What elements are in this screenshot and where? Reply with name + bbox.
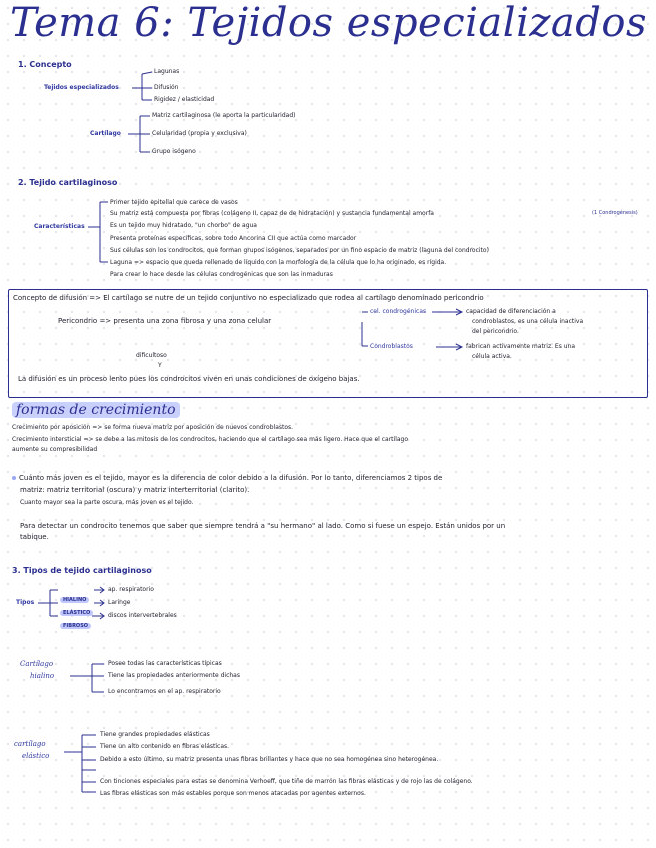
page-title: Tema 6: Tejidos especializados	[10, 0, 647, 46]
hialino-item: Tiene las propiedades anteriormente dichas	[108, 672, 240, 679]
condro-desc: célula activa.	[472, 353, 512, 360]
hialino-label-2: hialino	[30, 672, 55, 680]
caracteristica-item: Es un tejido muy hidratado, "un chorbo" de agua	[110, 222, 257, 229]
matriz-para-2: matriz: matriz territorial (oscura) y matriz interterritorial (clarito).	[20, 486, 250, 494]
dificultoso-label: dificultoso	[136, 352, 167, 359]
cel-condrogenicas: cel. condrogénicas	[370, 308, 427, 315]
cel-cond-desc: condroblastos, es una célula inactiva	[472, 318, 584, 325]
tejidos-root-label: Tejidos especializados	[44, 84, 119, 91]
condroblastos: Condroblastos	[370, 343, 413, 350]
formas-heading: formas de crecimiento	[12, 402, 180, 418]
hialino-tag: HIALINO	[60, 597, 89, 603]
caracteristica-item: Presenta proteínas específicas, sobre todo Ancorina CII que actúa como marcador	[110, 235, 357, 242]
hialino-item: Lo encontramos en el ap. respiratorio	[108, 688, 221, 695]
elastico-tag: ELÁSTICO	[60, 610, 93, 616]
branch-item: Rigidez / elasticidad	[154, 96, 215, 103]
cart-branch-item: Grupo isógeno	[152, 148, 196, 155]
type-desc: discos intervertebrales	[108, 612, 177, 619]
elastico-item: Debido a esto último, su matriz presenta unas fibras brillantes y hace que no sea homogénea sino heterogénea.	[100, 756, 439, 763]
section-1-heading: 1. Concepto	[18, 60, 72, 69]
cart-branch-item: Celularidad (propia y exclusiva)	[152, 130, 247, 137]
hialino-item: Posee todas las características típicas	[108, 660, 222, 667]
tipos-label: Tipos	[16, 599, 35, 606]
elastico-label-1: cartílago	[14, 740, 46, 748]
type-tag	[60, 612, 91, 631]
elastico-label-2: elástico	[22, 752, 50, 760]
type-desc: ap. respiratorio	[108, 586, 154, 593]
elastico-item: Tiene un alto contenido en fibras elásticas.	[100, 743, 230, 750]
caracteristica-item: Su matriz está compuesta por fibras (colágeno II, capaz de de hidratación) y sustancia fundamental amorfa	[110, 210, 434, 217]
condrocito-para-2: tabique.	[20, 533, 49, 541]
caracteristica-item: Primer tejido epitelial que carece de vasos	[110, 199, 238, 206]
condrocito-para: Para detectar un condrocito tenemos que saber que siempre tendrá a "su hermano" al lado. Como si fuese un espejo. Están unidos por un	[20, 522, 506, 530]
cel-cond-desc: del pericondrio.	[472, 328, 519, 335]
elastico-item: Las fibras elásticas son más estables porque son menos atacadas por agentes externos.	[100, 790, 366, 797]
crecimiento-aposicion: Crecimiento por aposición => se forma nueva matriz por aposición de nuevos condroblastos.	[12, 424, 294, 431]
caracteristica-item: Para crear lo hace desde las células condrogénicas que son las inmaduras	[110, 271, 333, 278]
cartilago-label: Cartílago	[90, 130, 121, 137]
bullet-icon	[12, 476, 16, 480]
difusion-last-line: La difusión es un proceso lento pues los condrocitos viven en unas condiciones de oxígeno bajas.	[18, 375, 360, 383]
caracteristicas-label: Características	[34, 223, 85, 230]
elastico-item: Con tinciones especiales para estas se denomina Verhoeff, que tiñe de marrón las fibras elásticas y de rojo las de colágeno.	[100, 778, 473, 785]
cart-branch-item: Matriz cartilaginosa (le aporta la particularidad)	[152, 112, 296, 119]
matriz-para-3: Cuanto mayor sea la parte oscura, más joven es el tejido.	[20, 499, 194, 506]
matriz-para-1	[12, 474, 648, 482]
matriz-text: Cuánto más joven es el tejido, mayor es la diferencia de color debido a la difusión. Por lo tanto, diferenciamos 2 tipos de	[19, 474, 443, 482]
y-label: Y	[158, 362, 162, 369]
crecimiento-intersticial-2: aumente su compresibilidad	[12, 446, 98, 453]
caracteristica-item: Sus células son los condrocitos, que forman grupos isógenos, separados por un fino espacio de matriz (laguna del condrocito)	[110, 247, 489, 254]
section-2-heading: 2. Tejido cartilaginoso	[18, 178, 118, 187]
difusion-concept: Concepto de difusión => El cartílago se nutre de un tejido conjuntivo no especializado que rodea al cartílago denominado pericondrio	[13, 294, 484, 302]
condro-desc: fabrican activamente matriz. Es una	[466, 343, 576, 350]
caracteristica-item: Laguna => espacio que queda rellenado de líquido con la morfología de la célula que lo ha originado, es rígida.	[110, 259, 447, 266]
pericondrio-line: Pericondrio => presenta una zona fibrosa y una zona celular	[58, 317, 272, 325]
section-3-heading: 3. Tipos de tejido cartilaginoso	[12, 566, 152, 575]
type-desc: Laringe	[108, 599, 131, 606]
branch-item: Lagunas	[154, 68, 180, 75]
hialino-label-1: Cartílago	[20, 660, 54, 668]
fibroso-tag: FIBROSO	[60, 623, 91, 629]
side-note: (1 Condrogénesis)	[592, 210, 638, 216]
elastico-item: Tiene grandes propiedades elásticas	[100, 731, 210, 738]
crecimiento-intersticial: Crecimiento intersticial => se debe a las mitosis de los condrocitos, haciendo que el cartílago sea más ligero. Hace que el cartílago	[12, 436, 409, 443]
branch-item: Difusión	[154, 84, 179, 91]
cel-cond-desc: capacidad de diferenciación a	[466, 308, 556, 315]
